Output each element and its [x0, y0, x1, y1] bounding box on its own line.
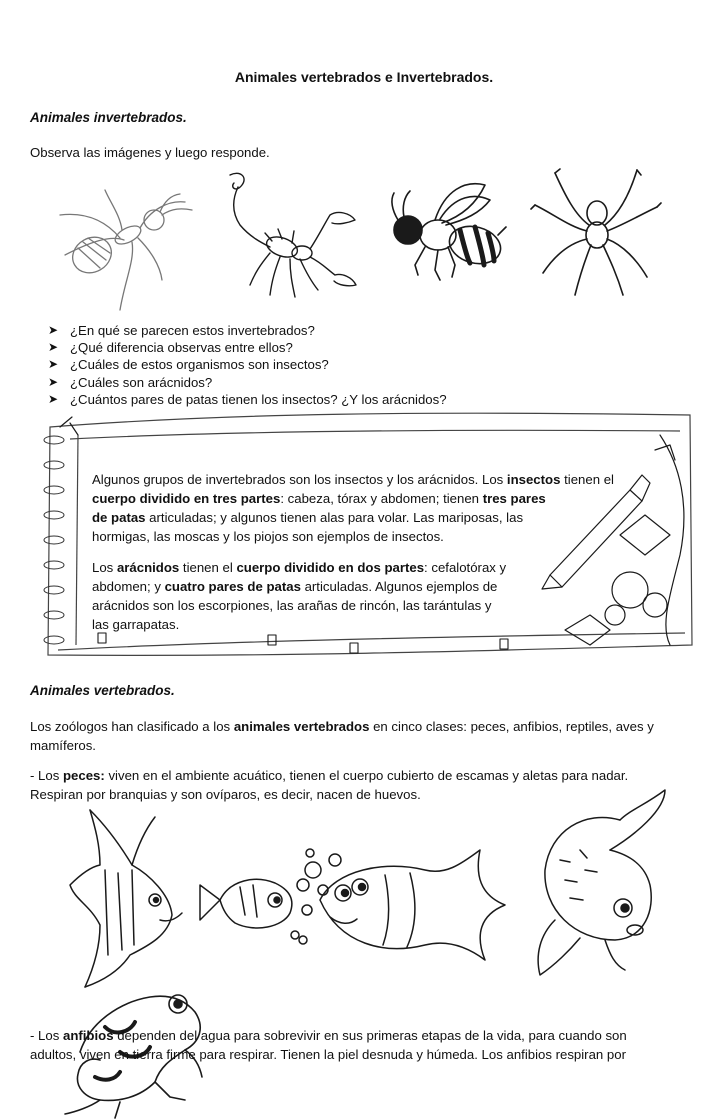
- page-title: Animales vertebrados e Invertebrados.: [234, 69, 494, 85]
- arrow-bullet-icon: ➤: [48, 340, 59, 355]
- instruction-text: Observa las imágenes y luego responde.: [30, 145, 270, 160]
- ant-illustration: [50, 180, 200, 320]
- insects-paragraph: Algunos grupos de invertebrados son los insectos y los arácnidos. Los insectos tienen el cuerpo dividido en tres partes: cabeza, tórax y abdomen; tienen tres pares de patas articuladas; y algunos tienen alas para volar. Las mariposas, las hormigas, las moscas y los piojos son ejemplos de insectos.: [92, 472, 614, 544]
- goldfish-illustration: [525, 790, 685, 980]
- arrow-bullet-icon: ➤: [48, 391, 59, 406]
- invertebrates-heading: Animales invertebrados.: [30, 110, 187, 125]
- two-fish-illustration: [195, 845, 510, 975]
- arrow-bullet-icon: ➤: [48, 374, 59, 389]
- question-item: ➤ ¿Qué diferencia observas entre ellos?: [48, 340, 293, 356]
- fish-description: - Los peces: viven en el ambiente acuático, tienen el cuerpo cubierto de escamas y aletas para nadar. Respiran por branquias y son ovíparos, es decir, nacen de huevos.: [30, 768, 629, 802]
- spider-illustration: [525, 165, 665, 300]
- question-item: ➤ ¿Cuáles de estos organismos son insectos?: [48, 357, 329, 373]
- info-board-text: [92, 470, 667, 634]
- vertebrates-intro: Los zoólogos han clasificado a los animales vertebrados en cinco clases: peces, anfibios, reptiles, aves y mamíferos.: [30, 719, 654, 753]
- question-item: ➤ ¿En qué se parecen estos invertebrados?: [48, 323, 315, 338]
- bee-illustration: [380, 175, 510, 295]
- question-item: ➤ ¿Cuáles son arácnidos?: [48, 374, 213, 390]
- arrow-bullet-icon: ➤: [48, 323, 59, 337]
- question-list: [48, 322, 447, 408]
- scorpion-illustration: [210, 165, 365, 305]
- amphibians-description: - Los anfibios dependen del agua para sobrevivir en sus primeras etapas de la vida, para cuando son adultos, viven en tierra firme para respirar. Tienen la piel desnuda y húmeda. Los anfibios respiran por: [30, 1028, 627, 1062]
- arachnids-paragraph: Los arácnidos tienen el cuerpo dividido en dos partes: cefalotórax y abdomen; y cuatro pares de patas articuladas. Algunos ejemplos de arácnidos son los escorpiones, las arañas de rincón, las tarántulas y las garrapatas.: [92, 560, 507, 632]
- question-item: ➤ ¿Cuántos pares de patas tienen los insectos? ¿Y los arácnidos?: [48, 391, 447, 407]
- angelfish-illustration: [60, 805, 195, 990]
- vertebrates-heading: Animales vertebrados.: [30, 683, 175, 698]
- arrow-bullet-icon: ➤: [48, 357, 59, 372]
